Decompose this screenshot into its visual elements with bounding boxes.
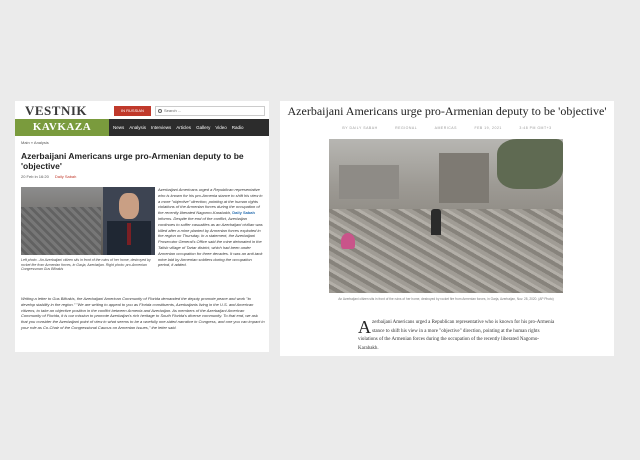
breadcrumb[interactable]: Main » Analysis <box>21 140 49 145</box>
article-author[interactable]: Daily Sabah <box>54 174 77 179</box>
pink-object <box>341 233 355 249</box>
search-icon <box>158 109 162 113</box>
article-meta <box>280 126 614 130</box>
nav-item-interviews[interactable]: Interviews <box>151 125 172 130</box>
source-link[interactable]: Daily Sabah <box>232 210 255 216</box>
ruins-image <box>21 207 101 255</box>
body-text: zerbaijani Americans urged a Republican representative who is known for his pro-Armenia stance to shift his view in a more "objective" direction, pointing at the human rights violations of the Armenian forces during the occupation of the recently liberated Nagorno-Karabakh. <box>358 320 555 351</box>
meta-date: FEB 19, 2021 <box>474 126 502 130</box>
article-lead <box>158 187 264 268</box>
lead-text-2: informs. Despite the end of the conflict, Azerbaijan continues to suffer casualties as an Azerbaijani civilian was killed after a mine planted by Armenian forces exploded in the region on Thursday. In a statement, the Azerbaijani Prosecutor General's Office said the mine detonated in the Talish village of Tartar district, which had been under Armenian occupation for three decades. It was an anti-tank mine laid by Armenian soldiers during the occupation period, it added. <box>158 215 263 268</box>
nav-item-news[interactable]: News <box>113 125 125 130</box>
search-placeholder: Search ... <box>164 108 182 113</box>
article-title: Azerbaijani Americans urge pro-Armenian deputy to be 'objective' <box>21 151 244 171</box>
congressman-tie <box>127 223 131 245</box>
drop-cap: A <box>358 317 371 337</box>
article-photo <box>329 139 563 293</box>
article-meta <box>15 171 269 182</box>
meta-category[interactable]: REGIONAL <box>395 126 418 130</box>
nav-item-analysis[interactable]: Analysis <box>129 125 147 130</box>
article-photo <box>21 187 155 255</box>
article-body: Writing a letter to Gus Bilirakis, the Azerbaijani American Community of Florida demanded the deputy promote peace and work "to develop stability in the region." "We are writing to appeal to you as Florida constituents, Azerbaijanis living in the U.S. and American citizens, to take an objective position in the conflict between Armenia and Azerbaijan. As members of the Azerbaijani American Community of Florida, it is our mission to promote Azerbaijan's rich heritage to South Florida's diverse community. To that end, we ask that you consider the Azerbaijani point of view in what seems to be a woefully one-sided narrative in Congress, and one you can impact in your role as Co-Chair of the Congressional Caucus on Armenian Issues," the letter said. <box>21 296 265 330</box>
site-header <box>15 101 269 119</box>
daily-sabah-panel <box>280 101 614 356</box>
lead-text-1: Azerbaijani Americans urged a Republican representative who is known for his pro-Armenia stance to shift his view in a more "objective" direction, pointing at the human rights violations of the Armenian forces during the occupation of the recently liberated Nagorno-Karabakh, <box>158 187 263 216</box>
nav-item-radio[interactable]: Radio <box>231 125 244 130</box>
site-logo-bottom[interactable]: KAVKAZA <box>15 119 109 136</box>
site-nav <box>15 119 269 136</box>
site-logo-top[interactable]: VESTNIK <box>25 103 88 118</box>
nav-item-articles[interactable]: Articles <box>176 125 192 130</box>
nav-menu <box>113 119 244 136</box>
rubble <box>329 209 563 293</box>
tree <box>497 139 563 189</box>
article-body <box>358 319 558 353</box>
meta-time: 3:48 PM GMT+3 <box>519 126 552 130</box>
nav-item-gallery[interactable]: Gallery <box>196 125 211 130</box>
vestnik-kavkaza-panel <box>15 101 269 352</box>
congressman-face <box>119 193 139 219</box>
ruined-building <box>439 153 489 203</box>
meta-author[interactable]: BY DAILY SABAH <box>342 126 378 130</box>
article-title: Azerbaijani Americans urge pro-Armenian deputy to be 'objective' <box>287 104 607 118</box>
photo-caption: An Azerbaijani citizen sits in front of the ruins of her home, destroyed by rocket fire from Armenian forces, in Garja, Azerbaijan, Nov. 28, 2020. (AP Photo) <box>338 297 554 301</box>
seated-woman <box>431 209 441 235</box>
article-date: 20 Feb in 16:20 <box>21 174 49 179</box>
ruined-building <box>339 165 399 199</box>
search-input[interactable] <box>155 106 265 116</box>
nav-item-video[interactable]: Video <box>215 125 227 130</box>
language-button[interactable]: IN RUSSIAN <box>114 106 151 116</box>
photo-caption: Left photo - An Azerbaijani citizen sits in front of the ruins of her home, destroyed by rocket fire from Armenian forces, in Gasja, Azerbaijan. Right photo: pro-Armenian Congressman Gus Bilirakis <box>21 258 151 271</box>
meta-subcategory[interactable]: AMERICAS <box>434 126 457 130</box>
